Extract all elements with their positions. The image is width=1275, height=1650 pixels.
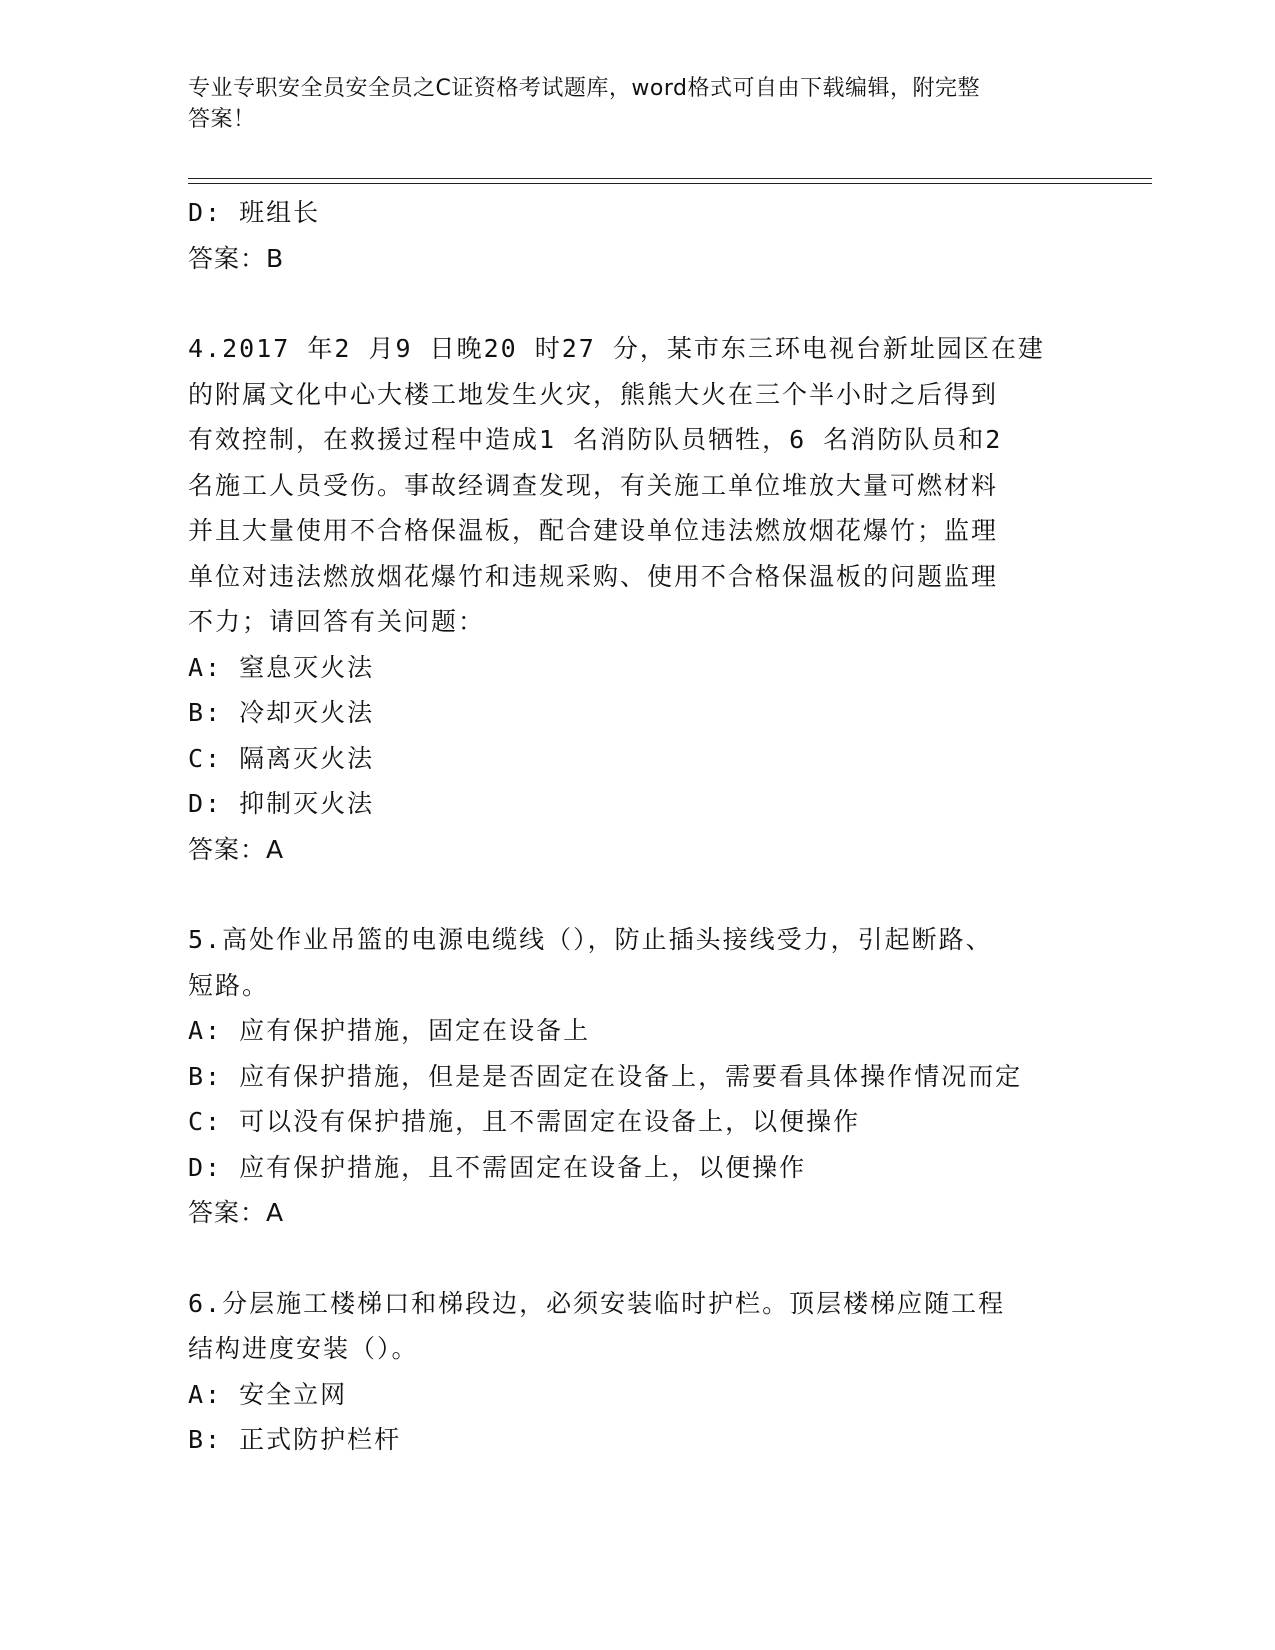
q5-answer: 答案：A [188, 1198, 285, 1227]
q4-option-d: D: 抑制灭火法 [188, 789, 375, 818]
q4-stem-line: 的附属文化中心大楼工地发生火灾，熊熊大火在三个半小时之后得到 [188, 379, 999, 409]
question-5 [188, 917, 1088, 1236]
header-divider-top [188, 178, 1152, 179]
q5-option-c: C: 可以没有保护措施，且不需固定在设备上，以便操作 [188, 1107, 861, 1136]
q6-option-b: B: 正式防护栏杆 [188, 1425, 402, 1454]
q3-option-d: D: 班组长 [188, 198, 321, 227]
spacer [188, 281, 1088, 326]
q5-option-d: D: 应有保护措施，且不需固定在设备上，以便操作 [188, 1152, 807, 1182]
document-header [188, 73, 1088, 135]
q4-stem-line: 名施工人员受伤。事故经调查发现，有关施工单位堆放大量可燃材料 [188, 470, 999, 500]
q5-option-b: B: 应有保护措施，但是是否固定在设备上，需要看具体操作情况而定 [188, 1061, 1023, 1091]
header-title-line-2: 答案！ [188, 107, 256, 132]
q6-stem-line: 6.分层施工楼梯口和梯段边，必须安装临时护栏。顶层楼梯应随工程 [188, 1288, 1006, 1318]
q4-stem-line: 不力；请回答有关问题： [188, 607, 486, 636]
q3-answer: 答案：B [188, 243, 285, 273]
q4-answer: 答案：A [188, 834, 285, 864]
q4-option-b: B: 冷却灭火法 [188, 698, 375, 727]
spacer [188, 1236, 1088, 1281]
spacer [188, 872, 1088, 917]
q5-stem-line: 5.高处作业吊篮的电源电缆线（），防止插头接线受力，引起断路、 [188, 925, 993, 954]
question-4 [188, 326, 1088, 872]
q4-stem-line: 并且大量使用不合格保温板，配合建设单位违法燃放烟花爆竹；监理 [188, 516, 999, 545]
q4-stem-line: 4.2017 年2 月9 日晚20 时27 分，某市东三环电视台新址园区在建 [188, 334, 1045, 363]
q4-option-c: C: 隔离灭火法 [188, 743, 375, 773]
q6-option-a: A: 安全立网 [188, 1379, 348, 1409]
q4-option-a: A: 窒息灭火法 [188, 652, 375, 682]
q5-stem-line: 短路。 [188, 970, 270, 1000]
header-title-line-1: 专业专职安全员安全员之C证资格考试题库，word格式可自由下载编辑，附完整 [188, 76, 980, 101]
q4-stem-line: 有效控制，在救援过程中造成1 名消防队员牺牲，6 名消防队员和2 [188, 425, 1003, 454]
question-content [188, 190, 1088, 1463]
q5-option-a: A: 应有保护措施，固定在设备上 [188, 1016, 591, 1045]
question-6 [188, 1281, 1088, 1463]
header-divider-bottom [188, 183, 1152, 184]
q6-stem-line: 结构进度安装（）。 [188, 1334, 419, 1363]
q4-stem-line: 单位对违法燃放烟花爆竹和违规采购、使用不合格保温板的问题监理 [188, 561, 999, 591]
